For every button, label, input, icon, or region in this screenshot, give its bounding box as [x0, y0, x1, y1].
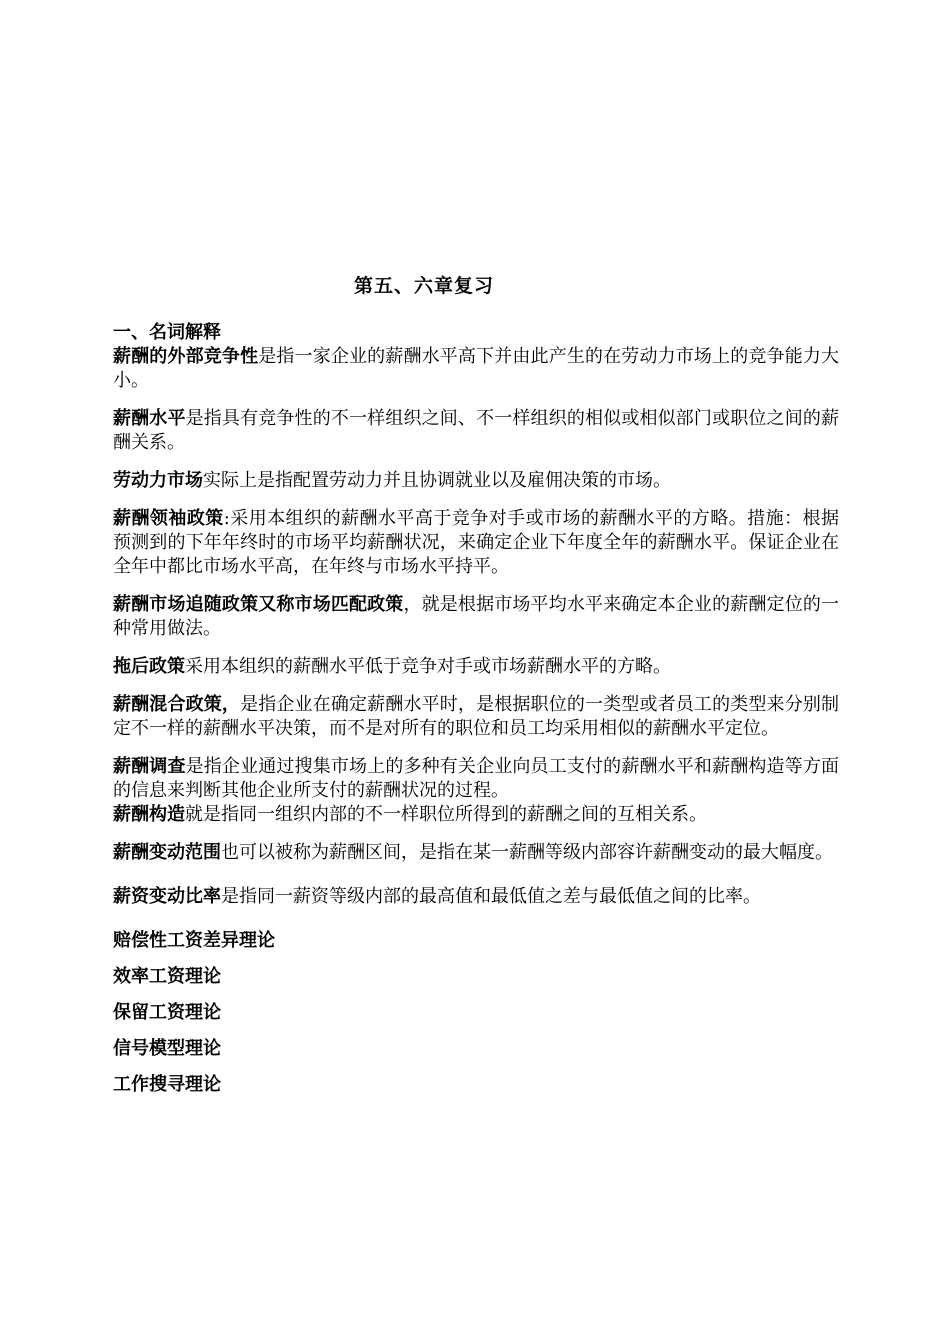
definition-entry: [113, 345, 839, 393]
definition-entry: [113, 841, 839, 865]
theory-item: 赔偿性工资差异理论: [113, 930, 275, 951]
definition-text: ，就是根据市场平均水平来确定本企业的薪酬定位的一种常用做法。: [113, 594, 840, 639]
definition-entry: [113, 593, 839, 641]
theory-item: 效率工资理论: [113, 966, 221, 987]
definition-text: 实际上是指配置劳动力并且协调就业以及雇佣决策的市场。: [203, 470, 671, 491]
definition-entry: [113, 407, 839, 455]
definition-text: 是指一家企业的薪酬水平高下并由此产生的在劳动力市场上的竞争能力大小。: [113, 346, 840, 391]
theory-item: 信号模型理论: [113, 1038, 221, 1059]
section-heading: 一、名词解释: [113, 322, 221, 343]
definition-entry: [113, 507, 839, 579]
document-body: [113, 321, 839, 1103]
definition-text: 也可以被称为薪酬区间，是指在某一薪酬等级内部容许薪酬变动的最大幅度。: [221, 842, 833, 863]
definition-term: 薪酬调查: [113, 756, 186, 777]
definition-text: 是指企业通过搜集市场上的多种有关企业向员工支付的薪酬水平和薪酬构造等方面的信息来判断其他企业所支付的薪酬状况的过程。: [113, 756, 840, 801]
page-title: 第五、六章复习: [353, 275, 494, 297]
definition-text: 采用本组织的薪酬水平低于竞争对手或市场薪酬水平的方略。: [185, 656, 671, 677]
definition-term: 劳动力市场: [113, 470, 203, 491]
definition-term: 薪酬市场追随政策又称市场匹配政策: [113, 594, 404, 615]
definition-term: 薪酬水平: [113, 408, 186, 429]
definition-term: 薪酬领袖政策: [113, 508, 224, 529]
definition-term: 薪酬变动范围: [113, 842, 221, 863]
definition-term: 薪酬构造: [113, 804, 185, 825]
definition-term: 薪酬混合政策，: [113, 694, 241, 715]
definition-term: 薪酬的外部竞争性: [113, 346, 259, 367]
definition-text: 是指同一薪资等级内部的最高值和最低值之差与最低值之间的比率。: [221, 886, 761, 907]
definition-text: :采用本组织的薪酬水平高于竞争对手或市场的薪酬水平的方略。措施：根据预测到的下年年终时的市场平均薪酬状况，来确定企业下年度全年的薪酬水平。保证企业在全年中都比市场水平高，在年终与市场水平持平。: [113, 508, 840, 577]
definition-text: 是指具有竞争性的不一样组织之间、不一样组织的相似或相似部门或职位之间的薪酬关系。: [113, 408, 840, 453]
definition-text: 就是指同一组织内部的不一样职位所得到的薪酬之间的互相关系。: [185, 804, 707, 825]
definition-entry: [113, 693, 839, 741]
theory-item: 工作搜寻理论: [113, 1074, 221, 1095]
definition-entry: [113, 879, 839, 915]
definition-text: 是指企业在确定薪酬水平时，是根据职位的一类型或者员工的类型来分别制定不一样的薪酬水平决策，而不是对所有的职位和员工均采用相似的薪酬水平定位。: [113, 694, 839, 739]
definition-entry: [113, 655, 839, 679]
definition-term: 拖后政策: [113, 656, 185, 677]
definition-entry: [113, 755, 839, 803]
theory-item: 保留工资理论: [113, 1002, 221, 1023]
definition-entry: [113, 469, 839, 493]
definition-entry: [113, 803, 839, 827]
definition-term: 薪资变动比率: [113, 886, 221, 907]
